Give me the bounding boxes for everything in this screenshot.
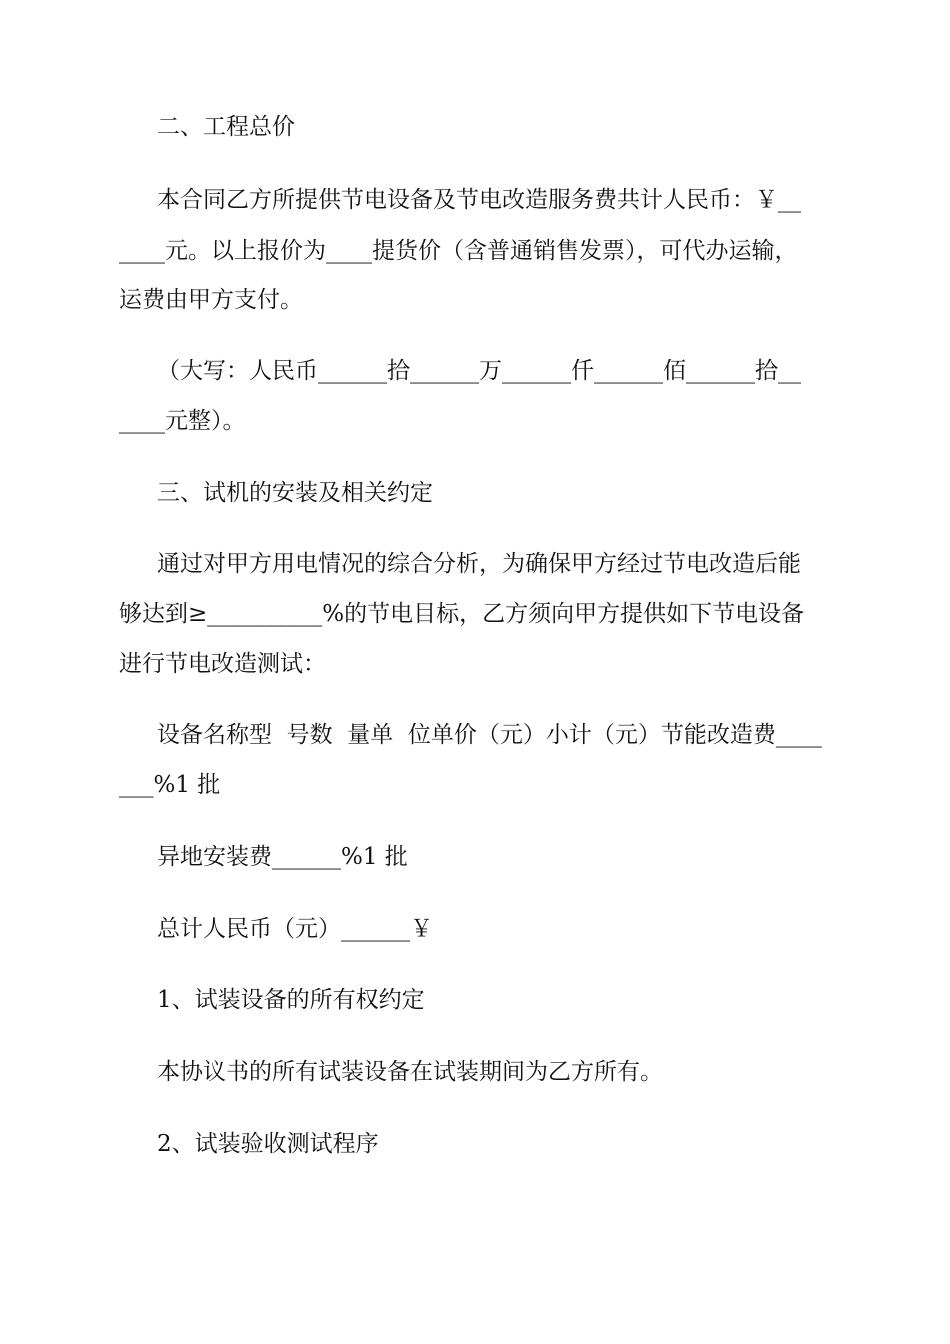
section3-paragraph1-line3: 进行节电改造测试：: [119, 651, 326, 677]
section2-paragraph2-line2: ____元整）。: [119, 408, 246, 434]
section2-paragraph1-line1: 本合同乙方所提供节电设备及节电改造服务费共计人民币：￥__: [157, 187, 801, 213]
equipment-table-line2: ___%1 批: [119, 772, 221, 798]
section2-paragraph1-line3: 运费由甲方支付。: [119, 287, 303, 313]
section2-paragraph2-line1: （大写：人民币______拾______万______仟______佰______拾__: [157, 358, 801, 384]
item1-text: 本协议书的所有试装设备在试装期间为乙方所有。: [157, 1059, 663, 1085]
equipment-table-line1: 设备名称型 号数 量单 位单价（元）小计（元）节能改造费____: [157, 722, 822, 748]
install-fee-line: 异地安装费______%1 批: [157, 844, 408, 870]
section2-heading: 二、工程总价: [157, 114, 295, 140]
item2-heading: 2、试装验收测试程序: [157, 1131, 379, 1157]
section3-paragraph1-line2: 够达到≥__________%的节电目标，乙方须向甲方提供如下节电设备: [119, 601, 805, 627]
total-line: 总计人民币（元）______￥: [157, 916, 433, 942]
section2-paragraph1-line2: ____元。以上报价为____提货价（含普通销售发票），可代办运输，: [119, 238, 798, 264]
item1-heading: 1、试装设备的所有权约定: [157, 987, 425, 1013]
section3-heading: 三、试机的安装及相关约定: [157, 480, 433, 506]
section3-paragraph1-line1: 通过对甲方用电情况的综合分析，为确保甲方经过节电改造后能: [157, 551, 801, 577]
